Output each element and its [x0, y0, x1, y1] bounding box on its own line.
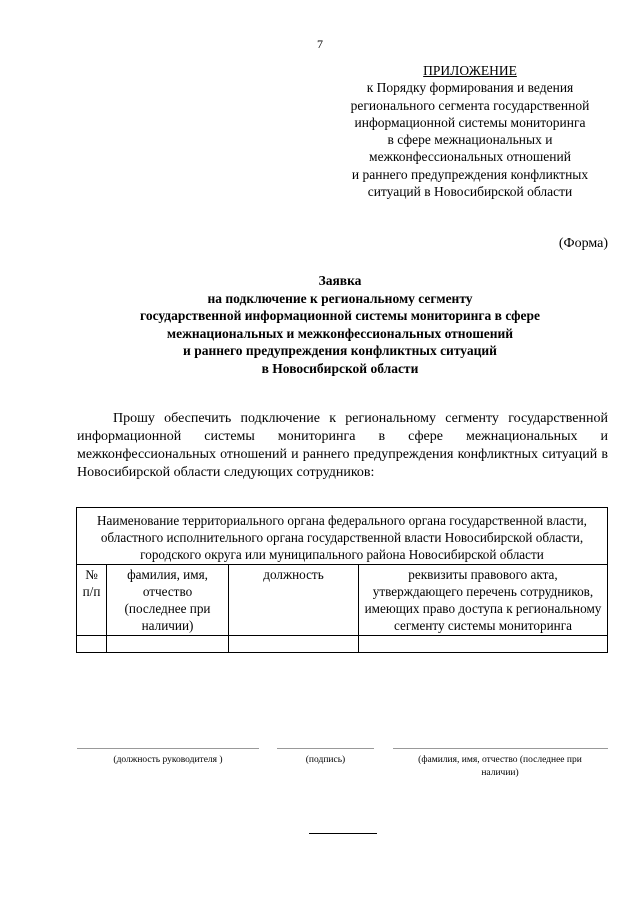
request-paragraph: Прошу обеспечить подключение к региональному сегменту государственной информационной системы мониторинга в сфере межнациональных и межконфессиональных отношений и раннего предупреждения конфликтных ситуаций в Новосибирской области следующих сотрудников:: [77, 411, 608, 480]
heading-line: государственной информационной системы мониторинга в сфере: [140, 308, 540, 324]
table-row: [77, 636, 608, 653]
appendix-line: межконфессиональных отношений: [369, 149, 571, 165]
employees-table: [76, 507, 608, 653]
appendix-line: в сфере межнациональных и: [387, 132, 553, 148]
appendix-title: ПРИЛОЖЕНИЕ: [423, 63, 517, 78]
table-header-cell: Наименование территориального органа федерального органа государственной власти, областного исполнительного органа государственной власти Новосибирской области, городского округа или муниципального района Новосибирской области: [77, 508, 608, 565]
heading-line: на подключение к региональному сегменту: [207, 290, 473, 306]
appendix-line: регионального сегмента государственной: [350, 97, 590, 113]
heading-line: и раннего предупреждения конфликтных ситуаций: [183, 343, 497, 359]
position-signature-line[interactable]: [77, 748, 259, 749]
heading-line: в Новосибирской области: [261, 360, 419, 376]
appendix-line: информационной системы мониторинга: [354, 114, 586, 130]
form-label: (Форма): [558, 236, 608, 251]
table-cell[interactable]: [359, 636, 608, 653]
heading-line: межнациональных и межконфессиональных отношений: [166, 325, 514, 341]
heading-line: Заявка: [318, 273, 362, 288]
appendix-line: и раннего предупреждения конфликтных: [351, 166, 589, 182]
name-caption: (фамилия, имя, отчество (последнее при наличии): [418, 755, 582, 778]
page-number: 7: [317, 37, 323, 51]
column-header-fullname: фамилия, имя, отчество (последнее при наличии): [107, 565, 229, 636]
table-cell[interactable]: [229, 636, 359, 653]
document-heading: [80, 272, 600, 378]
column-header-number: № п/п: [77, 565, 107, 636]
name-signature-line[interactable]: [393, 748, 608, 749]
column-header-legal-act: реквизиты правового акта, утверждающего перечень сотрудников, имеющих право доступа к региональному сегменту системы мониторинга: [359, 565, 608, 636]
signature-line[interactable]: [277, 748, 374, 749]
appendix-block: [325, 62, 615, 200]
table-cell[interactable]: [107, 636, 229, 653]
signature-caption: (подпись): [305, 755, 346, 765]
end-divider: [309, 833, 377, 834]
table-cell[interactable]: [77, 636, 107, 653]
appendix-line: ситуаций в Новосибирской области: [367, 184, 573, 200]
appendix-line: к Порядку формирования и ведения: [366, 80, 574, 96]
position-caption: (должность руководителя ): [113, 755, 223, 765]
column-header-position: должность: [229, 565, 359, 636]
